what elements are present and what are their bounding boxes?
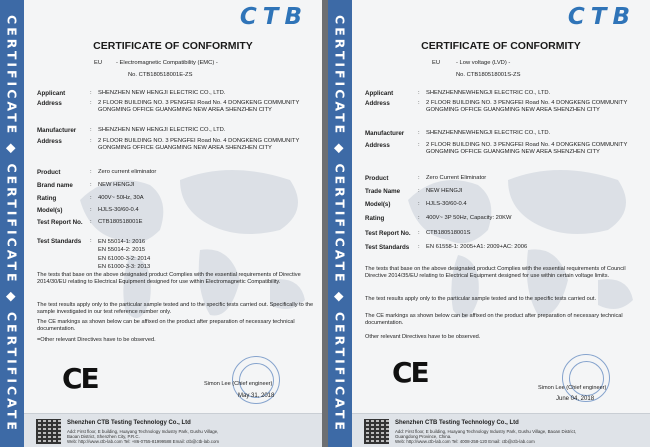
side-banner (328, 0, 352, 447)
field-label: Test Standards (37, 238, 82, 245)
side-banner (0, 0, 24, 447)
certificate-lvd: CERTIFICATE ◆ CERTIFICATE ◆ CERTIFICATE CTB CERTIFICATE OF CONFORMITY EU - Low voltage (LVD) - No. CTB180518001S-ZS Applicant : SHENZHENNEWHENGJI ELECTRIC CO., LTD. Address : 2 FLOOR BUILDING NO. 3 PENGFEI Road No. 4 DONGKENG COMMUNITY GONGMING OFFICE GUANGMING NEW AREA SHENZHEN CITY Manufacturer : SHENZHENNEWHENGJI ELECTRIC CO., LTD. Address : 2 FLOOR BUILDING NO. 3 PENGFEI Road No. 4 DONGKENG COMMUNITY GONGMING OFFICE GUANGMING NEW AREA SHENZHEN CITY Product : Zero Current Eliminator Trade Name : NEW HENGJI Model(s) : HJLS-30/60-0.4 Rating : 400V~ 3P 50Hz, Capacity: 20KW Test Report No. : CTB180518001S Test Standards : EN 61558-1: 2005+A1: 2009+AC: 2006 The tests that base on the above designated product Complies with the essential requirements of Council Directive 2014/35/EU relating to Electrical Equipment designed for use within certain voltage limits. The test results apply only to the particular sample tested and to the specific tests carried out. The CE markings as shown below can be affixed on the product after preparation of necessary technical documentation. Other relevant Directives have to be observed. CE Simon Lee (Chief engineer) June 04, 2018 Shenzhen CTB Testing Technology Co., Ltd Add: First floor, E building, Huayang Technology Industry Park, Gushu Village, Baoan District, Guangdong Province, China. Web: http://www.ctb-lab.com Tel: 4008-258-120 Email: ctb@ctb-lab.com (328, 0, 650, 447)
field-label: Manufacturer (365, 130, 405, 137)
signer-name: Simon Lee (Chief engineer) (538, 385, 607, 391)
certificate-number: No. CTB180518001S-ZS (456, 72, 521, 78)
field-value: 2 FLOOR BUILDING NO. 3 PENGFEI Road No. 4 DONGKENG COMMUNITY GONGMING OFFICE GUANGMING NEW AREA SHENZHEN CITY (426, 142, 628, 156)
field-value: 400V~ 3P 50Hz, Capacity: 20KW (426, 215, 512, 221)
footer-line: Add: First floor, E building, Huayang Technology Industry Park, Gushu Village, (67, 429, 219, 434)
field-value: 2 FLOOR BUILDING NO. 3 PENGFEI Road No. 4 DONGKENG COMMUNITY GONGMING OFFICE GUANGMING NEW AREA SHENZHEN CITY (98, 138, 300, 152)
field-value: 400V~ 50Hz, 30A (98, 195, 144, 201)
certificate-emc: CERTIFICATE ◆ CERTIFICATE ◆ CERTIFICATE CTB CERTIFICATE OF CONFORMITY EU - Electromagnetic Compatibility (EMC) - No. CTB180518001E-ZS Applicant : SHENZHEN NEW HENGJI ELECTRIC CO., LTD. Address : 2 FLOOR BUILDING NO. 3 PENGFEI Road No. 4 DONGKENG COMMUNITY GONGMING OFFICE GUANGMING NEW AREA SHENZHEN CITY Manufacturer : SHENZHEN NEW HENGJI ELECTRIC CO., LTD. Address : 2 FLOOR BUILDING NO. 3 PENGFEI Road No. 4 DONGKENG COMMUNITY GONGMING OFFICE GUANGMING NEW AREA SHENZHEN CITY Product : Zero current eliminator Brand name : NEW HENGJI Rating : 400V~ 50Hz, 30A Model(s) : HJLS-30/60-0.4 Test Report No. : CTB180518001E Test Standards : EN 55014-1: 2016 EN 55014-2: 2015 EN 61000-3-2: 2014 EN 61000-3-3: 2013 The tests that base on the above designated product Complies with the essential requirements of Directive 2014/30/EU relating to Electrical Equipment designed for use within Electromagnetic Compatibility. The test results apply only to the particular sample tested and to the specific tests carried out. Specifically to the sample investigated in our test reference number only. The CE markings as shown below can be affixed on the product after preparation of necessary technical documentation. =Other relevant Directives have to be observed. CE Simon Lee (Chief engineer) May 31, 2018 Shenzhen CTB Testing Technology Co., Ltd Add: First floor, E building, Huayang Technology Industry Park, Gushu Village, Baoan District, Shenzhen City, P.R.C. Web: http://www.ctb-lab.com Tel: +86-0755-81999588 Email: ctb@ctb-lab.com (0, 0, 322, 447)
qr-code (36, 419, 61, 444)
ce-mark: CE (392, 356, 428, 389)
directive-code: EU (432, 60, 441, 66)
field-value: NEW HENGJI (98, 182, 135, 188)
certificate-footer (24, 413, 322, 447)
results-paragraph: The test results apply only to the particular sample tested and to the specific tests carried out. Specifically to the sample investigated in our test reference number only. (37, 302, 314, 315)
certificate-number: No. CTB180518001E-ZS (128, 72, 193, 78)
side-banner-text: CERTIFICATE ◆ CERTIFICATE ◆ CERTIFICATE (4, 14, 20, 433)
field-label: Product (37, 169, 61, 176)
field-label: Rating (365, 215, 385, 222)
field-value: SHENZHEN NEW HENGJI ELECTRIC CO., LTD. (98, 127, 226, 133)
field-label: Trade Name (365, 188, 401, 195)
field-label: Model(s) (365, 201, 391, 208)
field-value: SHENZHENNEWHENGJI ELECTRIC CO., LTD. (426, 130, 551, 136)
footer-line: Add: First floor, E building, Huayang Technology Industry Park, Gushu Village, Baoan District, (395, 429, 577, 434)
certificate-title: CERTIFICATE OF CONFORMITY (421, 40, 581, 52)
certificate-title: CERTIFICATE OF CONFORMITY (93, 40, 253, 52)
ctb-logo: CTB (567, 4, 636, 30)
world-map-watermark (388, 140, 648, 340)
official-stamp (562, 354, 610, 402)
field-label: Applicant (365, 90, 394, 97)
directives-note: =Other relevant Directives have to be observed. (37, 337, 156, 343)
field-label: Address (365, 100, 390, 107)
signer-name: Simon Lee (Chief engineer) (204, 381, 273, 387)
side-banner-text: CERTIFICATE ◆ CERTIFICATE ◆ CERTIFICATE (332, 14, 348, 433)
field-value: Zero current eliminator (98, 169, 157, 175)
field-value: HJLS-30/60-0.4 (98, 207, 139, 213)
field-label: Address (37, 100, 62, 107)
ctb-logo: CTB (239, 4, 308, 30)
footer-line: Guangdong Province, China. (395, 434, 452, 439)
directive-code: EU (94, 60, 103, 66)
field-label: Rating (37, 195, 57, 202)
field-value: 2 FLOOR BUILDING NO. 3 PENGFEI Road No. 4 DONGKENG COMMUNITY GONGMING OFFICE GUANGMING NEW AREA SHENZHEN CITY (98, 100, 300, 114)
field-label: Address (365, 142, 390, 149)
field-label: Applicant (37, 90, 66, 97)
directive-name: - Low voltage (LVD) - (456, 60, 511, 66)
ce-marking-paragraph: The CE markings as shown below can be affixed on the product after preparation of necessary technical documentation. (365, 313, 623, 326)
issue-date: May 31, 2018 (238, 393, 275, 399)
certificate-footer (352, 413, 650, 447)
field-value: HJLS-30/60-0.4 (426, 201, 467, 207)
qr-code (364, 419, 389, 444)
ce-marking-paragraph: The CE markings as shown below can be affixed on the product after preparation of necessary technical documentation. (37, 319, 295, 332)
field-value: EN 55014-1: 2016 EN 55014-2: 2015 EN 61000-3-2: 2014 EN 61000-3-3: 2013 (98, 239, 151, 271)
field-value: CTB180518001S (426, 230, 471, 236)
field-label: Manufacturer (37, 127, 77, 134)
field-value: NEW HENGJI (426, 188, 463, 194)
compliance-paragraph: The tests that base on the above designated product Complies with the essential requirements of Directive 2014/30/EU relating to Electrical Equipment designed for use within Electromagnetic Compatibility. (37, 272, 301, 285)
field-value: SHENZHENNEWHENGJI ELECTRIC CO., LTD. (426, 90, 551, 96)
field-label: Brand name (37, 182, 73, 189)
ce-mark: CE (62, 362, 98, 395)
field-label: Model(s) (37, 207, 63, 214)
field-label: Test Report No. (37, 219, 83, 226)
directives-note: Other relevant Directives have to be observed. (365, 334, 481, 340)
field-label: Test Report No. (365, 230, 411, 237)
field-label: Address (37, 138, 62, 145)
footer-line: Web: http://www.ctb-lab.com Tel: +86-0755-81999588 Email: ctb@ctb-lab.com (67, 439, 220, 444)
footer-company: Shenzhen CTB Testing Technology Co., Ltd (395, 420, 519, 426)
field-value: SHENZHEN NEW HENGJI ELECTRIC CO., LTD. (98, 90, 226, 96)
field-value: Zero Current Eliminator (426, 175, 487, 181)
field-value: CTB180518001E (98, 219, 143, 225)
field-value: EN 61558-1: 2005+A1: 2009+AC: 2006 (426, 244, 528, 250)
footer-line: Baoan District, Shenzhen City, P.R.C. (67, 434, 140, 439)
directive-name: - Electromagnetic Compatibility (EMC) - (116, 60, 218, 66)
results-paragraph: The test results apply only to the particular sample tested and to the specific tests carried out. (365, 296, 597, 302)
field-value: 2 FLOOR BUILDING NO. 3 PENGFEI Road No. 4 DONGKENG COMMUNITY GONGMING OFFICE GUANGMING NEW AREA SHENZHEN CITY (426, 100, 628, 114)
footer-line: Web: http://www.ctb-lab.com Tel: 4008-258-120 Email: ctb@ctb-lab.com (395, 439, 535, 444)
compliance-paragraph: The tests that base on the above designated product Complies with the essential requirements of Council Directive 2014/35/EU relating to Electrical Equipment designed for use within certain voltage limits. (365, 266, 626, 279)
field-label: Product (365, 175, 389, 182)
footer-company: Shenzhen CTB Testing Technology Co., Ltd (67, 420, 191, 426)
field-label: Test Standards (365, 244, 410, 251)
issue-date: June 04, 2018 (556, 396, 595, 402)
